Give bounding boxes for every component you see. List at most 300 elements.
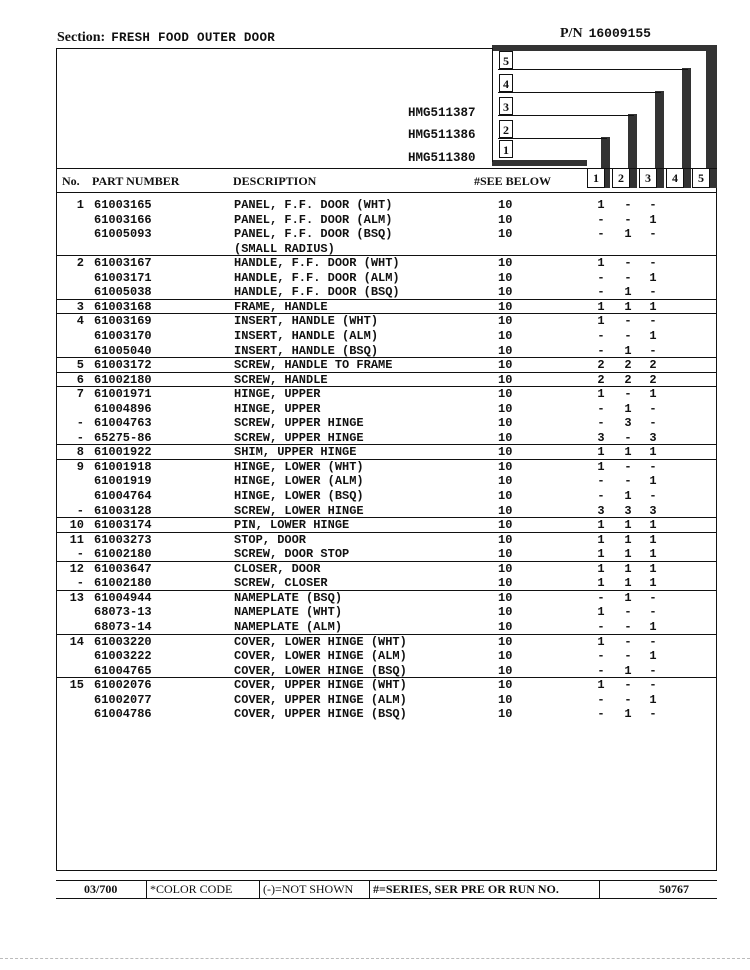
see-below: 10 — [498, 692, 513, 707]
footer-page-number: 50767 — [659, 882, 689, 896]
qty-col-2: - — [624, 270, 632, 285]
footer-not-shown: (-)=NOT SHOWN — [263, 882, 354, 896]
description: NAMEPLATE (WHT) — [234, 605, 343, 620]
item-number: - — [76, 547, 84, 562]
part-number: 61001919 — [94, 474, 152, 489]
see-below: 10 — [498, 358, 513, 373]
part-number: 61001918 — [94, 459, 152, 474]
qty-col-2: - — [624, 198, 632, 212]
description: NAMEPLATE (ALM) — [234, 619, 343, 634]
see-below: 10 — [498, 678, 513, 693]
footer-divider — [599, 881, 600, 898]
description: (SMALL RADIUS) — [234, 241, 335, 256]
qty-col-3: - — [649, 634, 657, 649]
qty-col-2: - — [624, 649, 632, 664]
qty-col-3: 1 — [649, 561, 657, 576]
qty-col-2: 1 — [624, 518, 632, 533]
table-row — [56, 227, 717, 242]
part-number: 61003165 — [94, 198, 152, 212]
see-below: 10 — [498, 227, 513, 242]
col-header-qty-5: 5 — [692, 168, 710, 188]
description: COVER, LOWER HINGE (WHT) — [234, 634, 407, 649]
item-number: - — [76, 576, 84, 591]
qty-col-2: - — [624, 314, 632, 329]
part-number: 61003172 — [94, 358, 152, 373]
item-number: 10 — [69, 518, 84, 533]
qty-col-3: 1 — [649, 692, 657, 707]
item-number: 15 — [69, 678, 84, 693]
description: HANDLE, F.F. DOOR (BSQ) — [234, 285, 400, 300]
table-row — [56, 518, 717, 533]
see-below: 10 — [498, 634, 513, 649]
col-header-part-number: PART NUMBER — [92, 174, 180, 188]
qty-col-1: 3 — [597, 430, 605, 445]
staircase-bar-5 — [706, 48, 717, 188]
description: STOP, DOOR — [234, 532, 307, 547]
qty-col-1: - — [597, 328, 605, 343]
qty-col-1: 1 — [597, 387, 605, 402]
section-label: Section: — [57, 30, 106, 45]
qty-col-3: 1 — [649, 649, 657, 664]
col-header-no: No. — [62, 174, 80, 188]
qty-col-2: 1 — [624, 401, 632, 416]
description: HINGE, UPPER — [234, 401, 321, 416]
part-number: 61003222 — [94, 649, 152, 664]
table-row — [56, 387, 717, 402]
col-header-qty-4: 4 — [666, 168, 684, 188]
staircase-left-edge — [492, 48, 493, 162]
qty-col-3: 1 — [649, 387, 657, 402]
qty-col-1: - — [597, 489, 605, 503]
see-below: 10 — [498, 285, 513, 300]
qty-col-1: 1 — [597, 605, 605, 620]
footer-divider — [146, 881, 147, 898]
description: COVER, LOWER HINGE (BSQ) — [234, 663, 407, 678]
qty-col-3: 1 — [649, 576, 657, 591]
part-number: 61003647 — [94, 561, 152, 576]
description: SHIM, UPPER HINGE — [234, 445, 357, 460]
see-below: 10 — [498, 401, 513, 416]
qty-col-3: 1 — [649, 212, 657, 227]
item-number: - — [76, 430, 84, 445]
part-number: 61003168 — [94, 299, 152, 314]
see-below: 10 — [498, 256, 513, 271]
table-row — [56, 620, 717, 635]
table-row — [56, 562, 717, 577]
qty-col-2: 1 — [624, 343, 632, 358]
qty-col-1: - — [597, 285, 605, 300]
part-number: 61005038 — [94, 285, 152, 300]
item-number: - — [76, 416, 84, 431]
qty-col-3: 1 — [649, 474, 657, 489]
description: FRAME, HANDLE — [234, 299, 328, 314]
see-below: 10 — [498, 430, 513, 445]
description: SCREW, UPPER HINGE — [234, 430, 364, 445]
part-number: 61003170 — [94, 328, 152, 343]
qty-col-2: 1 — [624, 489, 632, 503]
qty-col-1: - — [597, 619, 605, 634]
part-number: 65275-86 — [94, 430, 152, 445]
part-number: 61002076 — [94, 678, 152, 693]
item-number: 9 — [76, 459, 84, 474]
qty-col-2: 1 — [624, 445, 632, 460]
table-row — [56, 402, 717, 417]
table-row — [56, 533, 717, 548]
table-row — [56, 678, 717, 693]
table-row — [56, 285, 717, 300]
item-number: 1 — [76, 198, 84, 212]
part-number: 61001971 — [94, 387, 152, 402]
qty-col-2: 2 — [624, 372, 632, 387]
qty-col-1: 2 — [597, 372, 605, 387]
qty-col-2: 3 — [624, 416, 632, 431]
model-number: HMG511380 — [408, 151, 476, 165]
pn-value: 16009155 — [588, 26, 651, 41]
col-header-see-below: #SEE BELOW — [474, 174, 552, 188]
qty-col-3: - — [649, 314, 657, 329]
see-below: 10 — [498, 198, 513, 212]
see-below: 10 — [498, 314, 513, 329]
col-header-qty-2: 2 — [612, 168, 630, 188]
table-row — [56, 242, 717, 257]
qty-col-3: 2 — [649, 372, 657, 387]
item-number: - — [76, 503, 84, 518]
description: HANDLE, F.F. DOOR (ALM) — [234, 270, 400, 285]
item-number: 11 — [69, 532, 84, 547]
qty-col-1: - — [597, 343, 605, 358]
table-row — [56, 271, 717, 286]
table-row — [56, 300, 717, 315]
part-number: 61002180 — [94, 576, 152, 591]
qty-col-2: 2 — [624, 358, 632, 373]
part-number: 61005093 — [94, 227, 152, 242]
part-number: 61003166 — [94, 212, 152, 227]
col-header-description: DESCRIPTION — [233, 174, 317, 188]
qty-col-1: - — [597, 649, 605, 664]
qty-col-3: 1 — [649, 547, 657, 562]
description: PANEL, F.F. DOOR (BSQ) — [234, 227, 393, 242]
qty-col-1: 1 — [597, 459, 605, 474]
description: SCREW, CLOSER — [234, 576, 328, 591]
item-number: 14 — [69, 634, 84, 649]
staircase-line-4 — [498, 69, 688, 70]
qty-col-1: 1 — [597, 561, 605, 576]
staircase-num-4: 4 — [499, 74, 513, 92]
footer-date: 03/700 — [84, 882, 118, 896]
qty-col-3: - — [649, 605, 657, 620]
pn-label: P/N — [560, 26, 583, 41]
qty-col-3: - — [649, 663, 657, 678]
part-number: 61004944 — [94, 590, 152, 605]
part-number: 61004896 — [94, 401, 152, 416]
qty-col-1: - — [597, 212, 605, 227]
see-below: 10 — [498, 270, 513, 285]
qty-col-3: - — [649, 256, 657, 271]
description: SCREW, DOOR STOP — [234, 547, 350, 562]
qty-col-2: 3 — [624, 503, 632, 518]
qty-col-1: - — [597, 227, 605, 242]
qty-col-3: 1 — [649, 518, 657, 533]
table-row — [56, 635, 717, 650]
description: COVER, UPPER HINGE (BSQ) — [234, 707, 407, 722]
qty-col-2: 1 — [624, 707, 632, 722]
see-below: 10 — [498, 605, 513, 620]
qty-col-2: 1 — [624, 590, 632, 605]
qty-col-2: - — [624, 256, 632, 271]
description: SCREW, HANDLE — [234, 372, 328, 387]
table-row — [56, 489, 717, 504]
qty-col-1: 1 — [597, 678, 605, 693]
description: COVER, UPPER HINGE (ALM) — [234, 692, 407, 707]
see-below: 10 — [498, 343, 513, 358]
qty-col-3: - — [649, 459, 657, 474]
item-number: 3 — [76, 299, 84, 314]
qty-col-1: - — [597, 590, 605, 605]
qty-col-1: 1 — [597, 314, 605, 329]
description: HANDLE, F.F. DOOR (WHT) — [234, 256, 400, 271]
item-number: 2 — [76, 256, 84, 271]
staircase-top-bar — [492, 45, 717, 51]
part-number: 61004763 — [94, 416, 152, 431]
table-row — [56, 329, 717, 344]
see-below: 10 — [498, 576, 513, 591]
part-number: 61004786 — [94, 707, 152, 722]
description: INSERT, HANDLE (ALM) — [234, 328, 379, 343]
description: COVER, UPPER HINGE (WHT) — [234, 678, 407, 693]
qty-col-2: 1 — [624, 227, 632, 242]
item-number: 8 — [76, 445, 84, 460]
description: HINGE, UPPER — [234, 387, 321, 402]
qty-col-3: 1 — [649, 445, 657, 460]
part-number: 61005040 — [94, 343, 152, 358]
part-number: 61002180 — [94, 372, 152, 387]
part-number: 61004764 — [94, 489, 152, 503]
table-row — [56, 213, 717, 228]
table-row — [56, 344, 717, 359]
qty-col-1: 1 — [597, 445, 605, 460]
see-below: 10 — [498, 474, 513, 489]
table-row — [56, 547, 717, 562]
qty-col-1: 1 — [597, 532, 605, 547]
part-number: 61004765 — [94, 663, 152, 678]
qty-col-3: - — [649, 198, 657, 212]
description: SCREW, HANDLE TO FRAME — [234, 358, 393, 373]
table-row — [56, 373, 717, 388]
description: INSERT, HANDLE (BSQ) — [234, 343, 379, 358]
staircase-line-1 — [498, 138, 607, 139]
part-number: 61002077 — [94, 692, 152, 707]
table-row — [56, 431, 717, 446]
qty-col-3: 1 — [649, 619, 657, 634]
part-number-header — [560, 26, 651, 42]
table-row — [56, 605, 717, 620]
item-number: 4 — [76, 314, 84, 329]
see-below: 10 — [498, 372, 513, 387]
see-below: 10 — [498, 663, 513, 678]
staircase-bottom-bar — [492, 160, 587, 166]
table-row — [56, 416, 717, 431]
staircase-num-3: 3 — [499, 97, 513, 115]
qty-col-1: 1 — [597, 576, 605, 591]
table-row — [56, 460, 717, 475]
qty-col-1: - — [597, 474, 605, 489]
item-number: 7 — [76, 387, 84, 402]
qty-col-1: - — [597, 401, 605, 416]
staircase-num-5: 5 — [499, 51, 513, 69]
qty-col-3: - — [649, 678, 657, 693]
see-below: 10 — [498, 532, 513, 547]
part-number: 61003128 — [94, 503, 152, 518]
qty-col-3: - — [649, 489, 657, 503]
qty-col-3: - — [649, 343, 657, 358]
col-header-qty-3: 3 — [639, 168, 657, 188]
qty-col-2: - — [624, 692, 632, 707]
qty-col-2: 1 — [624, 547, 632, 562]
part-number: 61003167 — [94, 256, 152, 271]
item-number: 13 — [69, 590, 84, 605]
part-number: 61003171 — [94, 270, 152, 285]
qty-col-1: - — [597, 692, 605, 707]
table-row — [56, 314, 717, 329]
part-number: 68073-13 — [94, 605, 152, 620]
see-below: 10 — [498, 445, 513, 460]
qty-col-2: 1 — [624, 285, 632, 300]
qty-col-1: 2 — [597, 358, 605, 373]
qty-col-1: 1 — [597, 299, 605, 314]
qty-col-3: - — [649, 707, 657, 722]
see-below: 10 — [498, 547, 513, 562]
qty-col-3: - — [649, 401, 657, 416]
footer-divider — [259, 881, 260, 898]
qty-col-2: - — [624, 605, 632, 620]
section-value: FRESH FOOD OUTER DOOR — [111, 31, 276, 45]
section-title — [57, 30, 275, 46]
qty-col-3: 2 — [649, 358, 657, 373]
qty-col-1: 1 — [597, 547, 605, 562]
table-row — [56, 504, 717, 519]
see-below: 10 — [498, 590, 513, 605]
qty-col-3: 3 — [649, 503, 657, 518]
part-number: 68073-14 — [94, 619, 152, 634]
scan-artifact-line — [0, 958, 750, 959]
qty-col-2: - — [624, 328, 632, 343]
table-row — [56, 649, 717, 664]
description: SCREW, LOWER HINGE — [234, 503, 364, 518]
qty-col-3: - — [649, 590, 657, 605]
part-number: 61003169 — [94, 314, 152, 329]
qty-col-3: - — [649, 416, 657, 431]
description: PANEL, F.F. DOOR (ALM) — [234, 212, 393, 227]
description: INSERT, HANDLE (WHT) — [234, 314, 379, 329]
see-below: 10 — [498, 619, 513, 634]
qty-col-2: 1 — [624, 532, 632, 547]
qty-col-3: - — [649, 227, 657, 242]
qty-col-2: - — [624, 212, 632, 227]
header-bottom-rule — [56, 192, 717, 193]
qty-col-2: - — [624, 387, 632, 402]
see-below: 10 — [498, 649, 513, 664]
qty-col-2: 1 — [624, 561, 632, 576]
qty-col-2: - — [624, 430, 632, 445]
part-number: 61001922 — [94, 445, 152, 460]
table-row — [56, 707, 717, 722]
see-below: 10 — [498, 503, 513, 518]
footer-bar — [56, 880, 717, 899]
qty-col-3: 1 — [649, 299, 657, 314]
qty-col-1: 1 — [597, 198, 605, 212]
see-below: 10 — [498, 489, 513, 503]
qty-col-1: 3 — [597, 503, 605, 518]
model-number: HMG511387 — [408, 106, 476, 120]
description: COVER, LOWER HINGE (ALM) — [234, 649, 407, 664]
qty-col-2: 1 — [624, 663, 632, 678]
part-number: 61003220 — [94, 634, 152, 649]
see-below: 10 — [498, 328, 513, 343]
description: SCREW, UPPER HINGE — [234, 416, 364, 431]
description: PANEL, F.F. DOOR (WHT) — [234, 198, 393, 212]
see-below: 10 — [498, 299, 513, 314]
qty-col-1: - — [597, 416, 605, 431]
qty-col-1: 1 — [597, 634, 605, 649]
qty-col-3: 1 — [649, 270, 657, 285]
qty-col-3: 3 — [649, 430, 657, 445]
footer-series: #=SERIES, SER PRE OR RUN NO. — [373, 882, 559, 896]
qty-col-2: 1 — [624, 576, 632, 591]
see-below: 10 — [498, 561, 513, 576]
see-below: 10 — [498, 707, 513, 722]
item-number: 5 — [76, 358, 84, 373]
see-below: 10 — [498, 518, 513, 533]
qty-col-1: - — [597, 270, 605, 285]
qty-col-2: - — [624, 619, 632, 634]
see-below: 10 — [498, 387, 513, 402]
table-row — [56, 198, 717, 213]
table-row — [56, 664, 717, 679]
footer-divider — [369, 881, 370, 898]
staircase-line-2 — [498, 115, 634, 116]
qty-col-1: - — [597, 707, 605, 722]
col-header-qty-1: 1 — [587, 168, 605, 188]
part-number: 61003273 — [94, 532, 152, 547]
qty-col-3: 1 — [649, 328, 657, 343]
footer-color-code: *COLOR CODE — [150, 882, 233, 896]
description: HINGE, LOWER (ALM) — [234, 474, 364, 489]
see-below: 10 — [498, 416, 513, 431]
qty-col-2: - — [624, 678, 632, 693]
description: PIN, LOWER HINGE — [234, 518, 350, 533]
model-number: HMG511386 — [408, 128, 476, 142]
table-row — [56, 693, 717, 708]
item-number: 6 — [76, 372, 84, 387]
staircase-line-3 — [498, 92, 661, 93]
see-below: 10 — [498, 212, 513, 227]
part-number: 61002180 — [94, 547, 152, 562]
qty-col-3: - — [649, 285, 657, 300]
qty-col-2: - — [624, 459, 632, 474]
table-row — [56, 445, 717, 460]
part-number: 61003174 — [94, 518, 152, 533]
table-row — [56, 256, 717, 271]
qty-col-2: - — [624, 634, 632, 649]
table-row — [56, 591, 717, 606]
qty-col-1: 1 — [597, 256, 605, 271]
qty-col-3: 1 — [649, 532, 657, 547]
qty-col-1: 1 — [597, 518, 605, 533]
qty-col-2: - — [624, 474, 632, 489]
description: HINGE, LOWER (WHT) — [234, 459, 364, 474]
see-below: 10 — [498, 459, 513, 474]
table-row — [56, 358, 717, 373]
